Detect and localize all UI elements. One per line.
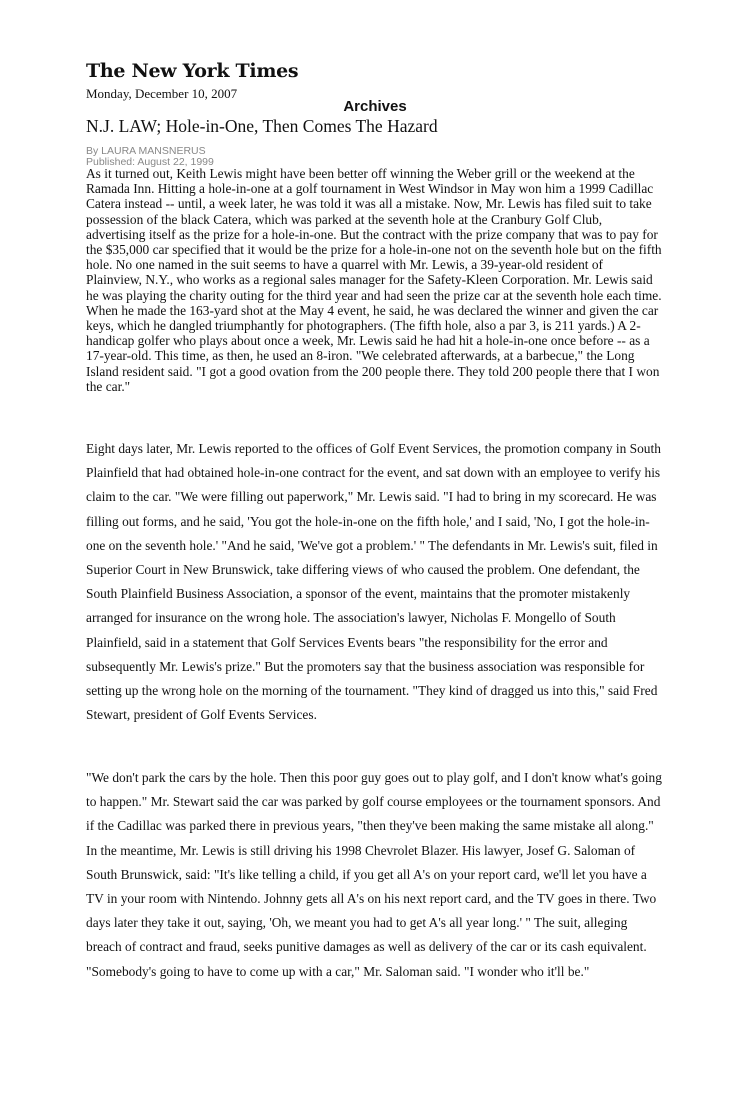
byline: By LAURA MANSNERUS <box>86 145 206 157</box>
publication-date: Monday, December 10, 2007 <box>86 86 238 101</box>
masthead-logo: The New York Times <box>86 60 299 82</box>
section-heading: Archives <box>343 98 407 115</box>
paragraph-1: As it turned out, Keith Lewis might have been better off winning the Weber grill or the weekend at the Ramada Inn. Hitting a hole-in-one at a golf tournament in West Windsor in May won him a 1999 Cadillac Catera instead -- until, a week later, he was told it was all a mistake. Now, Mr. Lewis has filed suit to take possession of the black Catera, which was parked at the seventh hole at the Cranbury Golf Club, advertising itself as the prize for a hole-in-one. But the contract with the prize company that was to pay for the $35,000 car specified that it would be the prize for a hole-in-one not on the seventh hole but on the fifth hole. No one named in the suit seems to have a quarrel with Mr. Lewis, a 39-year-old resident of Plainview, N.Y., who works as a regional sales manager for the Safety-Kleen Corporation. Mr. Lewis said he was playing the charity outing for the third year and had seen the prize car at the seventh hole each time. When he made the 163-yard shot at the May 4 event, he said, he was declared the winner and given the car keys, which he dangled triumphantly for photographers. (The fifth hole, also a par 3, is 211 yards.) A 2-handicap golfer who plays about once a week, Mr. Lewis said he had hit a hole-in-one once before -- as a 17-year-old. This time, as then, he used an 8-iron. "We celebrated afterwards, at a barbecue," the Long Island resident said. "I got a good ovation from the 200 people there. They told 200 people there that I won the car." <box>86 166 662 394</box>
article-headline: N.J. LAW; Hole-in-One, Then Comes The Hazard <box>86 116 438 136</box>
published-date: Published: August 22, 1999 <box>86 156 214 168</box>
paragraph-2: Eight days later, Mr. Lewis reported to the offices of Golf Event Services, the promotion company in South Plainfield that had obtained hole-in-one contract for the event, and sat down with an employee to verify his claim to the car. "We were filling out paperwork," Mr. Lewis said. "I had to bring in my scorecard. He was filling out forms, and he said, 'You got the hole-in-one on the fifth hole,' and I said, 'No, I got the hole-in-one on the seventh hole.' "And he said, 'We've got a problem.' " The defendants in Mr. Lewis's suit, filed in Superior Court in New Brunswick, take differing views of who caused the problem. One defendant, the South Plainfield Business Association, a sponsor of the event, maintains that the promoter mistakenly arranged for insurance on the wrong hole. The association's lawyer, Nicholas F. Mongello of South Plainfield, said in a statement that Golf Services Events bears "the responsibility for the error and subsequently Mr. Lewis's prize." But the promoters say that the business association was responsible for setting up the wrong hole on the morning of the tournament. "They kind of dragged us into this," said Fred Stewart, president of Golf Events Services. <box>86 441 661 723</box>
paragraph-3: "We don't park the cars by the hole. Then this poor guy goes out to play golf, and I don't know what's going to happen." Mr. Stewart said the car was parked by golf course employees or the tournament sponsors. And if the Cadillac was parked there in previous years, "then they've been making the same mistake all along." In the meantime, Mr. Lewis is still driving his 1998 Chevrolet Blazer. His lawyer, Josef G. Saloman of South Brunswick, said: "It's like telling a child, if you get all A's on your report card, we'll let you have a TV in your room with Nintendo. Johnny gets all A's on his next report card, and the TV goes in there. Two days later they take it out, saying, 'Oh, we meant you had to get A's all year long.' " The suit, alleging breach of contract and fraud, seeks punitive damages as well as delivery of the car or its cash equivalent. "Somebody's going to have to come up with a car," Mr. Saloman said. "I wonder who it'll be." <box>86 770 662 979</box>
